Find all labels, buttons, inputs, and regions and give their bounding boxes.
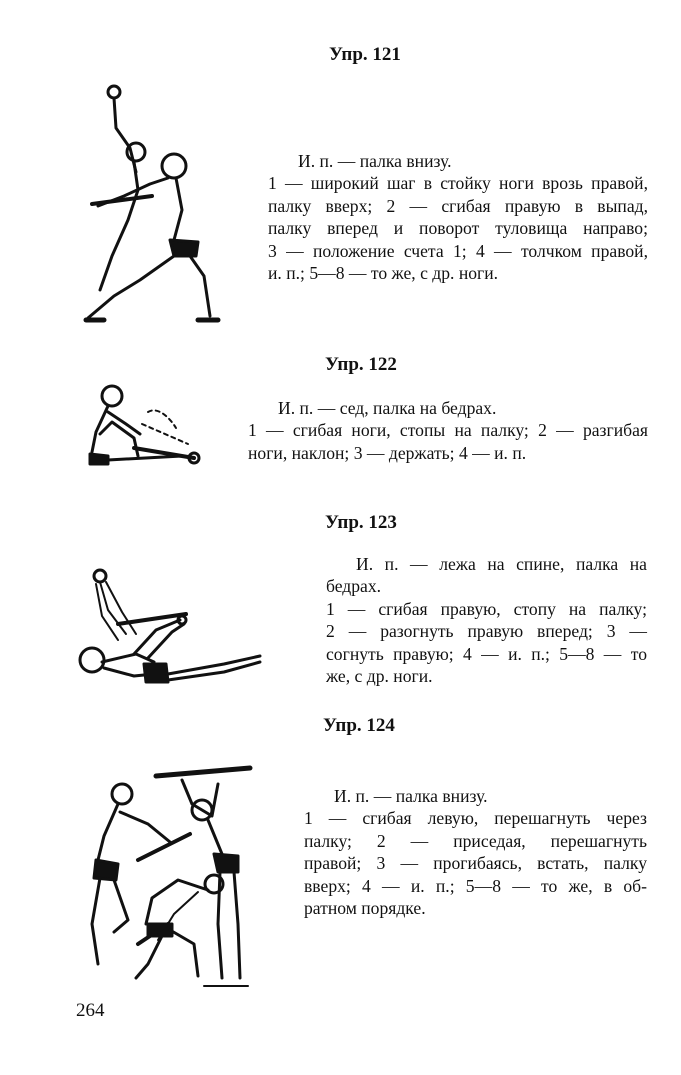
exercise-line: И. п. — лежа на спине, палка на [356,554,647,574]
exercise-line: И. п. — палка внизу. [298,151,452,171]
exercise-line: И. п. — палка внизу. [334,786,488,806]
exercise-line: палку; 2 — приседая, перешагнуть [304,830,647,851]
exercise-123-title: Упр. 123 [325,512,397,533]
exercise-121-figure [78,80,228,328]
page-number: 264 [76,1000,105,1021]
exercise-line: 3 — положение счета 1; 4 — толчком правой, [268,240,648,261]
exercise-line: ноги, наклон; 3 — держать; 4 — и. п. [248,442,527,463]
exercise-line: 1 — сгибая правую, стопу на палку; [326,598,647,619]
exercise-123-figure [74,564,274,696]
exercise-122-title: Упр. 122 [325,354,397,375]
exercise-line: же, с др. ноги. [326,666,433,687]
exercise-line: вверх; 4 — и. п.; 5—8 — то же, в об- [304,875,647,896]
exercise-line: и. п.; 5—8 — то же, с др. ноги. [268,263,499,284]
exercise-line: палку вверх; 2 — сгибая правую в выпад, [268,195,648,216]
exercise-124-text [304,785,647,919]
exercise-line: 1 — сгибая ноги, стопы на палку; 2 — разгибая [248,420,648,441]
exercise-line: палку вперед и поворот туловища направо; [268,218,648,239]
exercise-line: 1 — широкий шаг в стойку ноги врозь правой, [268,173,648,194]
exercise-122-figure [78,382,208,468]
exercise-line: правой; 3 — прогибаясь, встать, палку [304,853,647,874]
exercise-123-text [326,553,647,687]
exercise-line: И. п. — сед, палка на бедрах. [278,398,497,418]
exercise-line: согнуть правую; 4 — и. п.; 5—8 — то [326,643,647,664]
exercise-121-title: Упр. 121 [329,44,401,65]
exercise-121-text [268,150,648,284]
exercise-124-figure [78,764,260,994]
exercise-line: 1 — сгибая левую, перешагнуть через [304,808,647,829]
exercise-line: ратном порядке. [304,898,426,919]
exercise-122-text [248,397,648,464]
exercise-124-title: Упр. 124 [323,715,395,736]
exercise-line: 2 — разогнуть правую вперед; 3 — [326,621,647,642]
exercise-line: бедрах. [326,576,382,597]
